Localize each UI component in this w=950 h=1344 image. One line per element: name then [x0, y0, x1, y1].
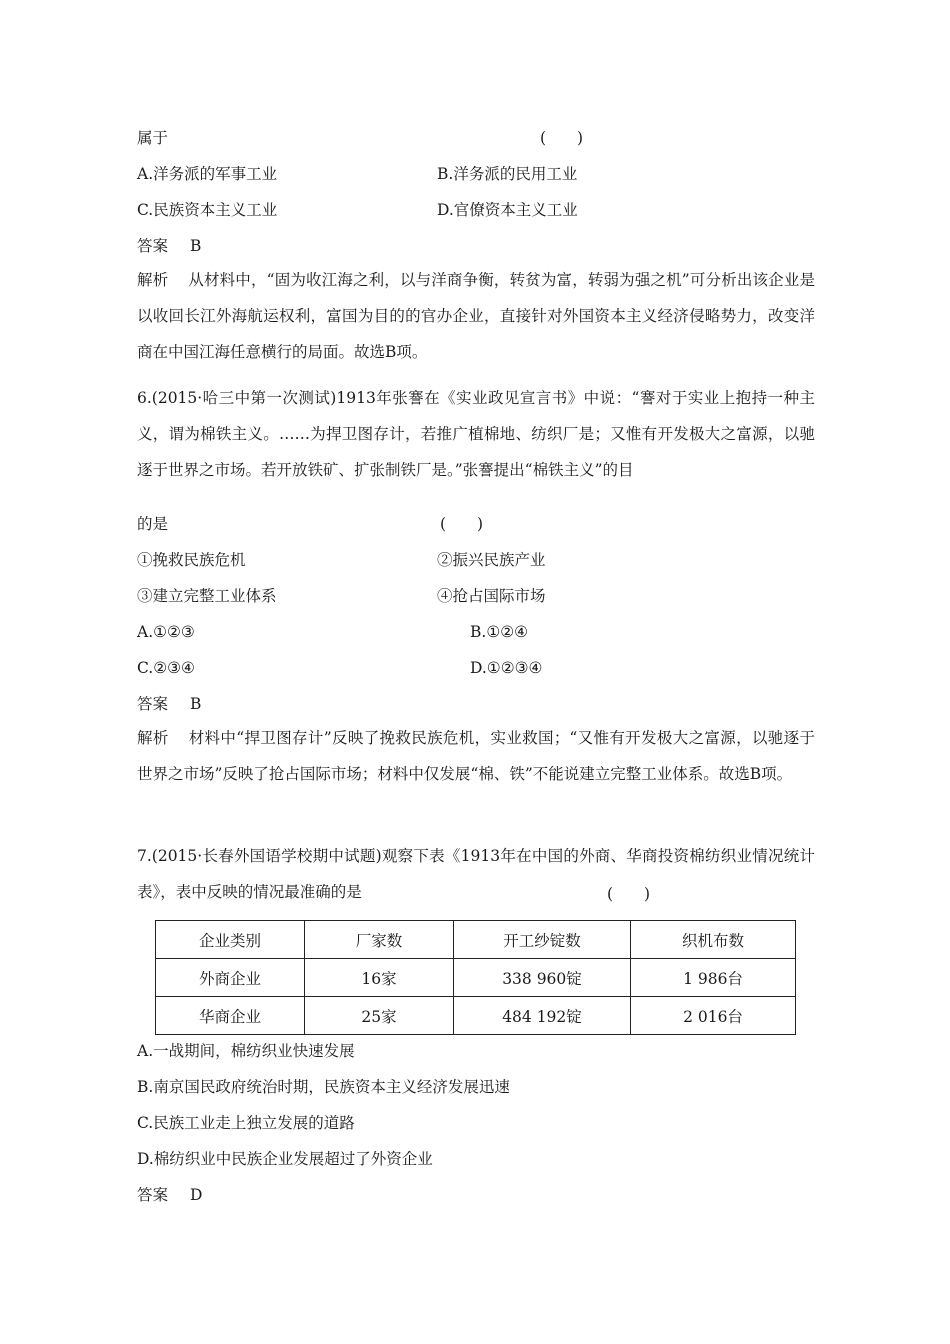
answer-label: 答案 — [137, 237, 169, 255]
table-header-row — [156, 921, 796, 959]
table-cell: 25家 — [305, 997, 454, 1035]
stats-table — [155, 920, 796, 1035]
answer-label: 答案 — [137, 1186, 169, 1204]
q5-option-b: B.洋务派的民用工业 — [437, 165, 578, 183]
q6-option-d: D.①②③④ — [470, 659, 543, 677]
table-cell: 华商企业 — [156, 997, 305, 1035]
table-row — [156, 997, 796, 1035]
q7-answer-paren: ( ) — [607, 885, 651, 903]
table-header-cell: 企业类别 — [156, 921, 305, 959]
table-cell: 16家 — [305, 959, 454, 997]
q7-answer — [137, 1185, 202, 1205]
q6-answer-paren: ( ) — [440, 515, 484, 533]
q5-option-a: A.洋务派的军事工业 — [137, 165, 278, 183]
q6-stem-tail: 的是 — [137, 515, 169, 533]
table-header-cell: 开工纱锭数 — [454, 921, 631, 959]
answer-value: B — [190, 695, 202, 713]
q5-stem-tail: 属于 — [137, 129, 169, 147]
q7-stem: 7.(2015·长春外国语学校期中试题)观察下表《1913年在中国的外商、华商投资棉纺织业情况统计表》，表中反映的情况最准确的是 — [137, 847, 815, 901]
q5-answer-paren: ( ) — [540, 129, 584, 147]
q6-option-b: B.①②④ — [470, 623, 529, 641]
q6-analysis — [137, 720, 815, 792]
table-header-cell: 织机布数 — [631, 921, 796, 959]
answer-value: B — [190, 237, 202, 255]
q7-option-b: B.南京国民政府统治时期，民族资本主义经济发展迅速 — [137, 1078, 510, 1096]
table-header-cell: 厂家数 — [305, 921, 454, 959]
analysis-text: 材料中“捍卫图存计”反映了挽救民族危机，实业救国；“又惟有开发极大之富源，以驰逐于世界之市场”反映了抢占国际市场；材料中仅发展“棉、铁”不能说建立完整工业体系。故选B项。 — [137, 729, 815, 783]
q6-option-a: A.①②③ — [137, 623, 195, 641]
table-cell: 484 192锭 — [454, 997, 631, 1035]
q7-option-c: C.民族工业走上独立发展的道路 — [137, 1114, 355, 1132]
q5-answer — [137, 236, 201, 256]
q6-item-1: ①挽救民族危机 — [137, 551, 246, 569]
q6-item-2: ②振兴民族产业 — [437, 551, 546, 569]
q5-option-d: D.官僚资本主义工业 — [437, 201, 578, 219]
q5-analysis — [137, 262, 815, 370]
q6-stem: 6.(2015·哈三中第一次测试)1913年张謇在《实业政见宣言书》中说：“謇对于实业上抱持一种主义，谓为棉铁主义。……为捍卫图存计，若推广植棉地、纺织厂是；又惟有开发极大之富源，以驰逐于世界之市场。若开放铁矿、扩张制铁厂是。”张謇提出“棉铁主义”的目 — [137, 389, 815, 479]
table-cell: 外商企业 — [156, 959, 305, 997]
q6-option-c: C.②③④ — [137, 659, 195, 677]
answer-label: 答案 — [137, 695, 169, 713]
q6-item-4: ④抢占国际市场 — [437, 587, 546, 605]
q7-option-d: D.棉纺织业中民族企业发展超过了外资企业 — [137, 1150, 433, 1168]
q7-option-a: A.一战期间，棉纺织业快速发展 — [137, 1042, 355, 1060]
q6-item-3: ③建立完整工业体系 — [137, 587, 277, 605]
answer-value: D — [190, 1186, 203, 1204]
table-row — [156, 959, 796, 997]
table-cell: 1 986台 — [631, 959, 796, 997]
q6-answer — [137, 694, 201, 714]
analysis-text: 从材料中，“固为收江海之利，以与洋商争衡，转贫为富，转弱为强之机”可分析出该企业是以收回长江外海航运权利，富国为目的的官办企业，直接针对外国资本主义经济侵略势力，改变洋商在中国江海任意横行的局面。故选B项。 — [137, 271, 815, 361]
table-cell: 338 960锭 — [454, 959, 631, 997]
analysis-label: 解析 — [137, 271, 169, 289]
analysis-label: 解析 — [137, 729, 169, 747]
q5-option-c: C.民族资本主义工业 — [137, 201, 278, 219]
table-cell: 2 016台 — [631, 997, 796, 1035]
